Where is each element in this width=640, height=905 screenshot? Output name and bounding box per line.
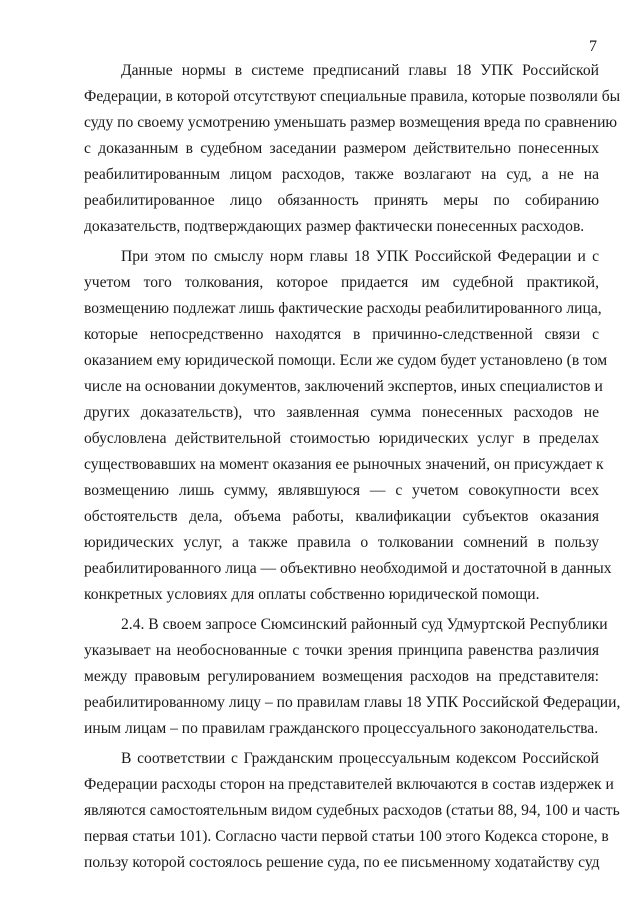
text-line: обстоятельств дела, объема работы, квалификации субъектов оказания xyxy=(84,508,599,525)
text-line: Федерации, в которой отсутствуют специальные правила, которые позволяли бы xyxy=(84,88,621,105)
text-line: существовавших на момент оказания ее рыночных значений, он присуждает к xyxy=(84,456,604,473)
text-line: первая статьи 101). Согласно части первой статьи 100 этого Кодекса стороне, в xyxy=(84,828,609,845)
paragraph-2 xyxy=(84,244,612,608)
text-line: При этом по смыслу норм главы 18 УПК Российской Федерации и с xyxy=(121,248,599,265)
text-line: указывает на необоснованные с точки зрения принципа равенства различия xyxy=(84,642,599,659)
text-line: иным лицам – по правилам гражданского процессуального законодательства. xyxy=(84,720,599,737)
page-number: 7 xyxy=(589,38,597,55)
text-line: реабилитированным лицом расходов, также возлагают на суд, а не на xyxy=(84,166,599,183)
text-line: других доказательств), что заявленная сумма понесенных расходов не xyxy=(84,404,599,421)
paragraph-1 xyxy=(84,58,621,240)
document-body xyxy=(84,58,621,880)
text-line: реабилитированному лицу – по правилам главы 18 УПК Российской Федерации, xyxy=(84,694,621,711)
text-line: Федерации расходы сторон на представителей включаются в состав издержек и xyxy=(84,776,614,793)
paragraph-4 xyxy=(84,746,620,876)
text-line: В соответствии с Гражданским процессуальным кодексом Российской xyxy=(121,750,599,767)
paragraph-3 xyxy=(84,612,621,742)
text-line: пользу которой состоялось решение суда, по ее письменному ходатайству суд xyxy=(84,854,600,871)
text-line: реабилитированного лица — объективно необходимой и достаточной в данных xyxy=(84,560,612,577)
text-line: возмещению подлежат лишь фактические расходы реабилитированного лица, xyxy=(84,300,602,317)
text-line: учетом того толкования, которое придается им судебной практикой, xyxy=(84,274,599,291)
text-line: возмещению лишь сумму, являвшуюся — с учетом совокупности всех xyxy=(84,482,599,499)
text-line: суду по своему усмотрению уменьшать размер возмещения вреда по сравнению xyxy=(84,114,618,131)
text-line: доказательств, подтверждающих размер фактически понесенных расходов. xyxy=(84,218,585,235)
text-line: оказанием ему юридической помощи. Если же судом будет установлено (в том xyxy=(84,352,608,369)
text-line: 2.4. В своем запросе Сюмсинский районный суд Удмуртской Республики xyxy=(121,616,608,633)
text-line: являются самостоятельным видом судебных расходов (статьи 88, 94, 100 и часть xyxy=(84,802,620,819)
text-line: которые непосредственно находятся в причинно-следственной связи с xyxy=(84,326,599,343)
text-line: числе на основании документов, заключений экспертов, иных специалистов и xyxy=(84,378,603,395)
text-line: с доказанным в судебном заседании размером действительно понесенных xyxy=(84,140,599,157)
text-line: Данные нормы в системе предписаний главы 18 УПК Российской xyxy=(121,62,599,79)
text-line: между правовым регулированием возмещения расходов на представителя: xyxy=(84,668,599,685)
text-line: юридических услуг, а также правила о толковании сомнений в пользу xyxy=(84,534,599,551)
text-line: реабилитированное лицо обязанность принять меры по собиранию xyxy=(84,192,599,209)
text-line: обусловлена действительной стоимостью юридических услуг в пределах xyxy=(84,430,599,447)
text-line: конкретных условиях для оплаты собственно юридической помощи. xyxy=(84,586,540,603)
